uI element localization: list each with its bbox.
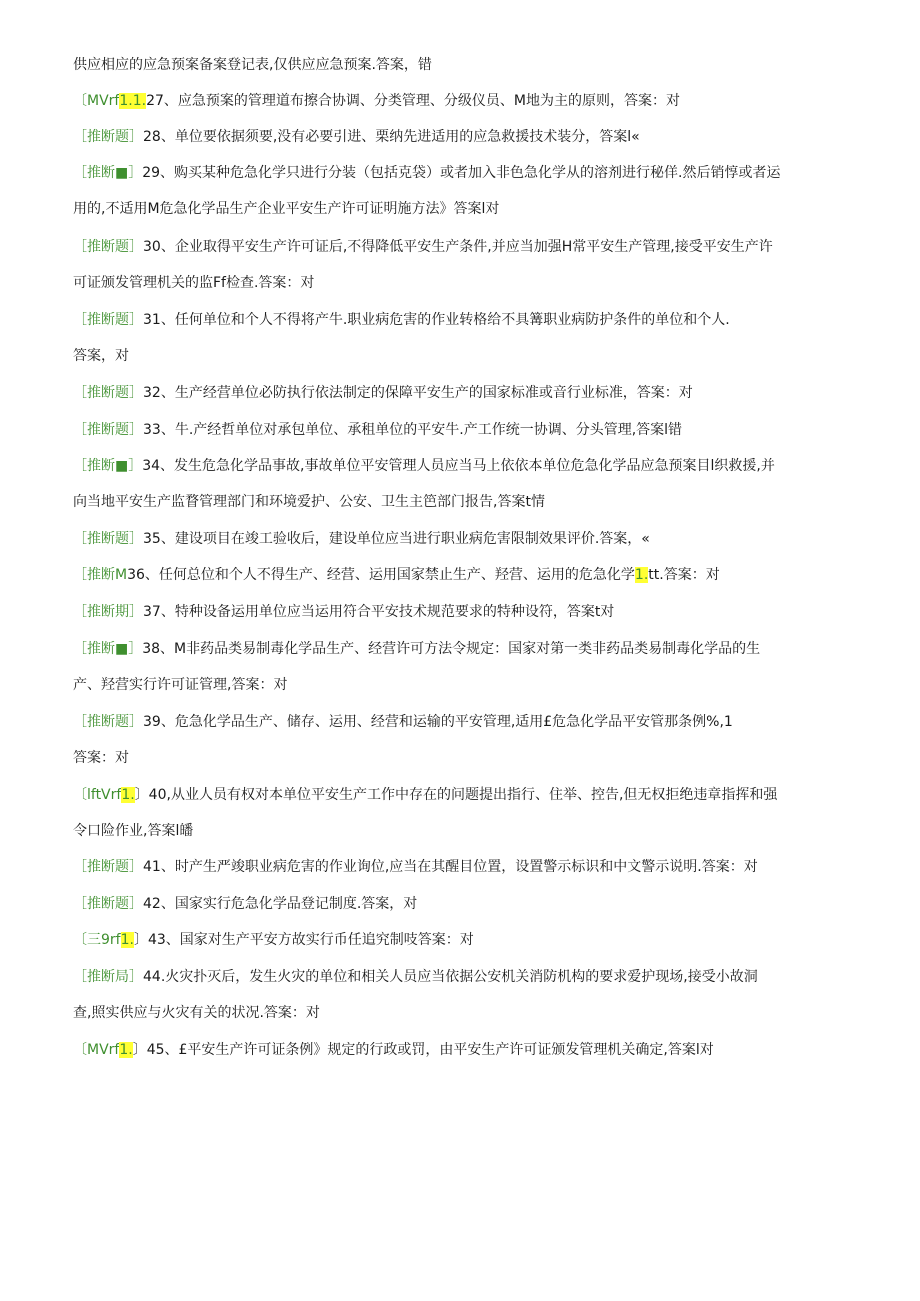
question-tag: ［推断■］ — [73, 641, 143, 657]
question-35: ［推断题］35、建设项目在竣工验收后，建设单位应当进行职业病危害限制效果评价.答案，« — [73, 531, 650, 547]
question-tag: 〔MVrf1. — [73, 1042, 133, 1058]
question-tag: ［推断题］ — [73, 422, 143, 438]
question-33: ［推断题］33、牛.产经哲单位对承包单位、承租单位的平安牛.产工作统一协调、分头管理,答案l错 — [73, 422, 683, 438]
question-tag: ［推断题］ — [73, 531, 143, 547]
question-37: ［推断期］37、特种设备运用单位应当运用符合平安技术规范要求的特种设符，答案t对 — [73, 604, 615, 620]
question-31: ［推断题］31、任何单位和个人不得将产牛.职业病危害的作业转格给不具篝职业病防护条件的单位和个人. — [73, 312, 730, 328]
question-27: 〔MVrf1.1.27、应急预案的管理道布擦合协调、分类管理、分级仪员、M地为主的原则，答案：对 — [73, 93, 680, 109]
text-line: 查,照实供应与火灾有关的状况.答案：对 — [73, 1005, 320, 1021]
question-tag: ［推断期］ — [73, 604, 143, 620]
question-29: ［推断■］29、购买某种危急化学只进行分装（包括克袋）或者加入非色急化学从的溶剂进行秘佯.然后销惇或者运 — [73, 165, 781, 181]
question-tag: ［推断题］ — [73, 896, 143, 912]
question-tag: ［推断题］ — [73, 714, 143, 730]
question-44: ［推断局］44.火灾扑灭后，发生火灾的单位和相关人员应当依据公安机关消防机构的要求爱护现场,接受小故洞 — [73, 969, 758, 985]
highlight-mark: 1. — [120, 932, 134, 948]
question-34: ［推断■］34、发生危急化学品事故,事故单位平安管理人员应当马上依依本单位危急化学品应急预案目l织救援,并 — [73, 458, 775, 474]
question-28: ［推断题］28、单位要依据须要,没有必要引进、栗纳先进适用的应急救援技术装分，答案l« — [73, 129, 640, 145]
question-tag: ［推断M — [73, 567, 128, 583]
question-36: ［推断M36、任何总位和个人不得生产、经营、运用国家禁止生产、羟营、运用的危急化学1.tt.答案：对 — [73, 567, 720, 583]
question-tag: ［推断■］ — [73, 458, 143, 474]
question-43: 〔三9rf1.〕43、国家对生产平安方故实行币任追究制吱答案：对 — [73, 932, 474, 948]
question-tag: ［推断■］ — [73, 165, 143, 181]
text-line: 向当地平安生产监瞀管理部门和环境爱护、公安、卫生主笆部门报告,答案t情 — [73, 494, 545, 510]
question-38: ［推断■］38、M非药品类易制毒化学品生产、经营许可方法令规定：国家对第一类非药品类易制毒化学品的生 — [73, 641, 761, 657]
question-45: 〔MVrf1.〕45、£平安生产许可证条例》规定的行政或罚，由平安生产许可证颁发管理机关确定,答案l对 — [73, 1042, 714, 1058]
question-tag: ［推断题］ — [73, 129, 143, 145]
text-line: 令口险作业,答案l皤 — [73, 823, 194, 839]
text-line: 答案：对 — [73, 750, 129, 766]
question-tag: ［推断题］ — [73, 859, 143, 875]
question-30: ［推断题］30、企业取得平安生产许可证后,不得降低平安生产条件,并应当加强H常平安生产管理,接受平安生产许 — [73, 239, 773, 255]
text-line: 可证颁发管理机关的监Ff检查.答案：对 — [73, 275, 315, 291]
question-tag: ［推断题］ — [73, 239, 143, 255]
highlight-mark: 1.1. — [119, 93, 147, 109]
question-tag: 〔MVrf1.1. — [73, 93, 147, 109]
text-line: 用的,不适用M危急化学品生产企业平安生产许可证明施方法》答案l对 — [73, 201, 500, 217]
highlight-mark: 1. — [119, 1042, 133, 1058]
question-39: ［推断题］39、危急化学品生产、储存、运用、经营和运输的平安管理,适用£危急化学品平安管那条例%,1 — [73, 714, 733, 730]
question-42: ［推断题］42、国家实行危急化学品登记制度.答案，对 — [73, 896, 418, 912]
question-tag: 〔三9rf1. — [73, 932, 134, 948]
text-line: 答案，对 — [73, 348, 129, 364]
highlight-mark: 1. — [121, 787, 135, 803]
question-41: ［推断题］41、时产生严竣职业病危害的作业询位,应当在其醒目位置，设置警示标识和中文警示说明.答案：对 — [73, 859, 758, 875]
text-line: 供应相应的应急预案备案登记表,仅供应应急预案.答案，错 — [73, 57, 432, 73]
question-tag: ［推断局］ — [73, 969, 143, 985]
question-tag: 〔lftVrf1. — [73, 787, 135, 803]
question-tag: ［推断题］ — [73, 312, 143, 328]
question-tag: ［推断题］ — [73, 385, 143, 401]
text-line: 产、羟营实行许可证管理,答案：对 — [73, 677, 288, 693]
question-32: ［推断题］32、生产经营单位必防执行依法制定的保障平安生产的国家标准或音行业标准，答案：对 — [73, 385, 693, 401]
question-40: 〔lftVrf1.〕40,从业人员有权对本单位平安生产工作中存在的问题提出指行、住举、控告,但无权拒绝违章指挥和强 — [73, 787, 778, 803]
highlight-mark: 1. — [634, 567, 649, 583]
